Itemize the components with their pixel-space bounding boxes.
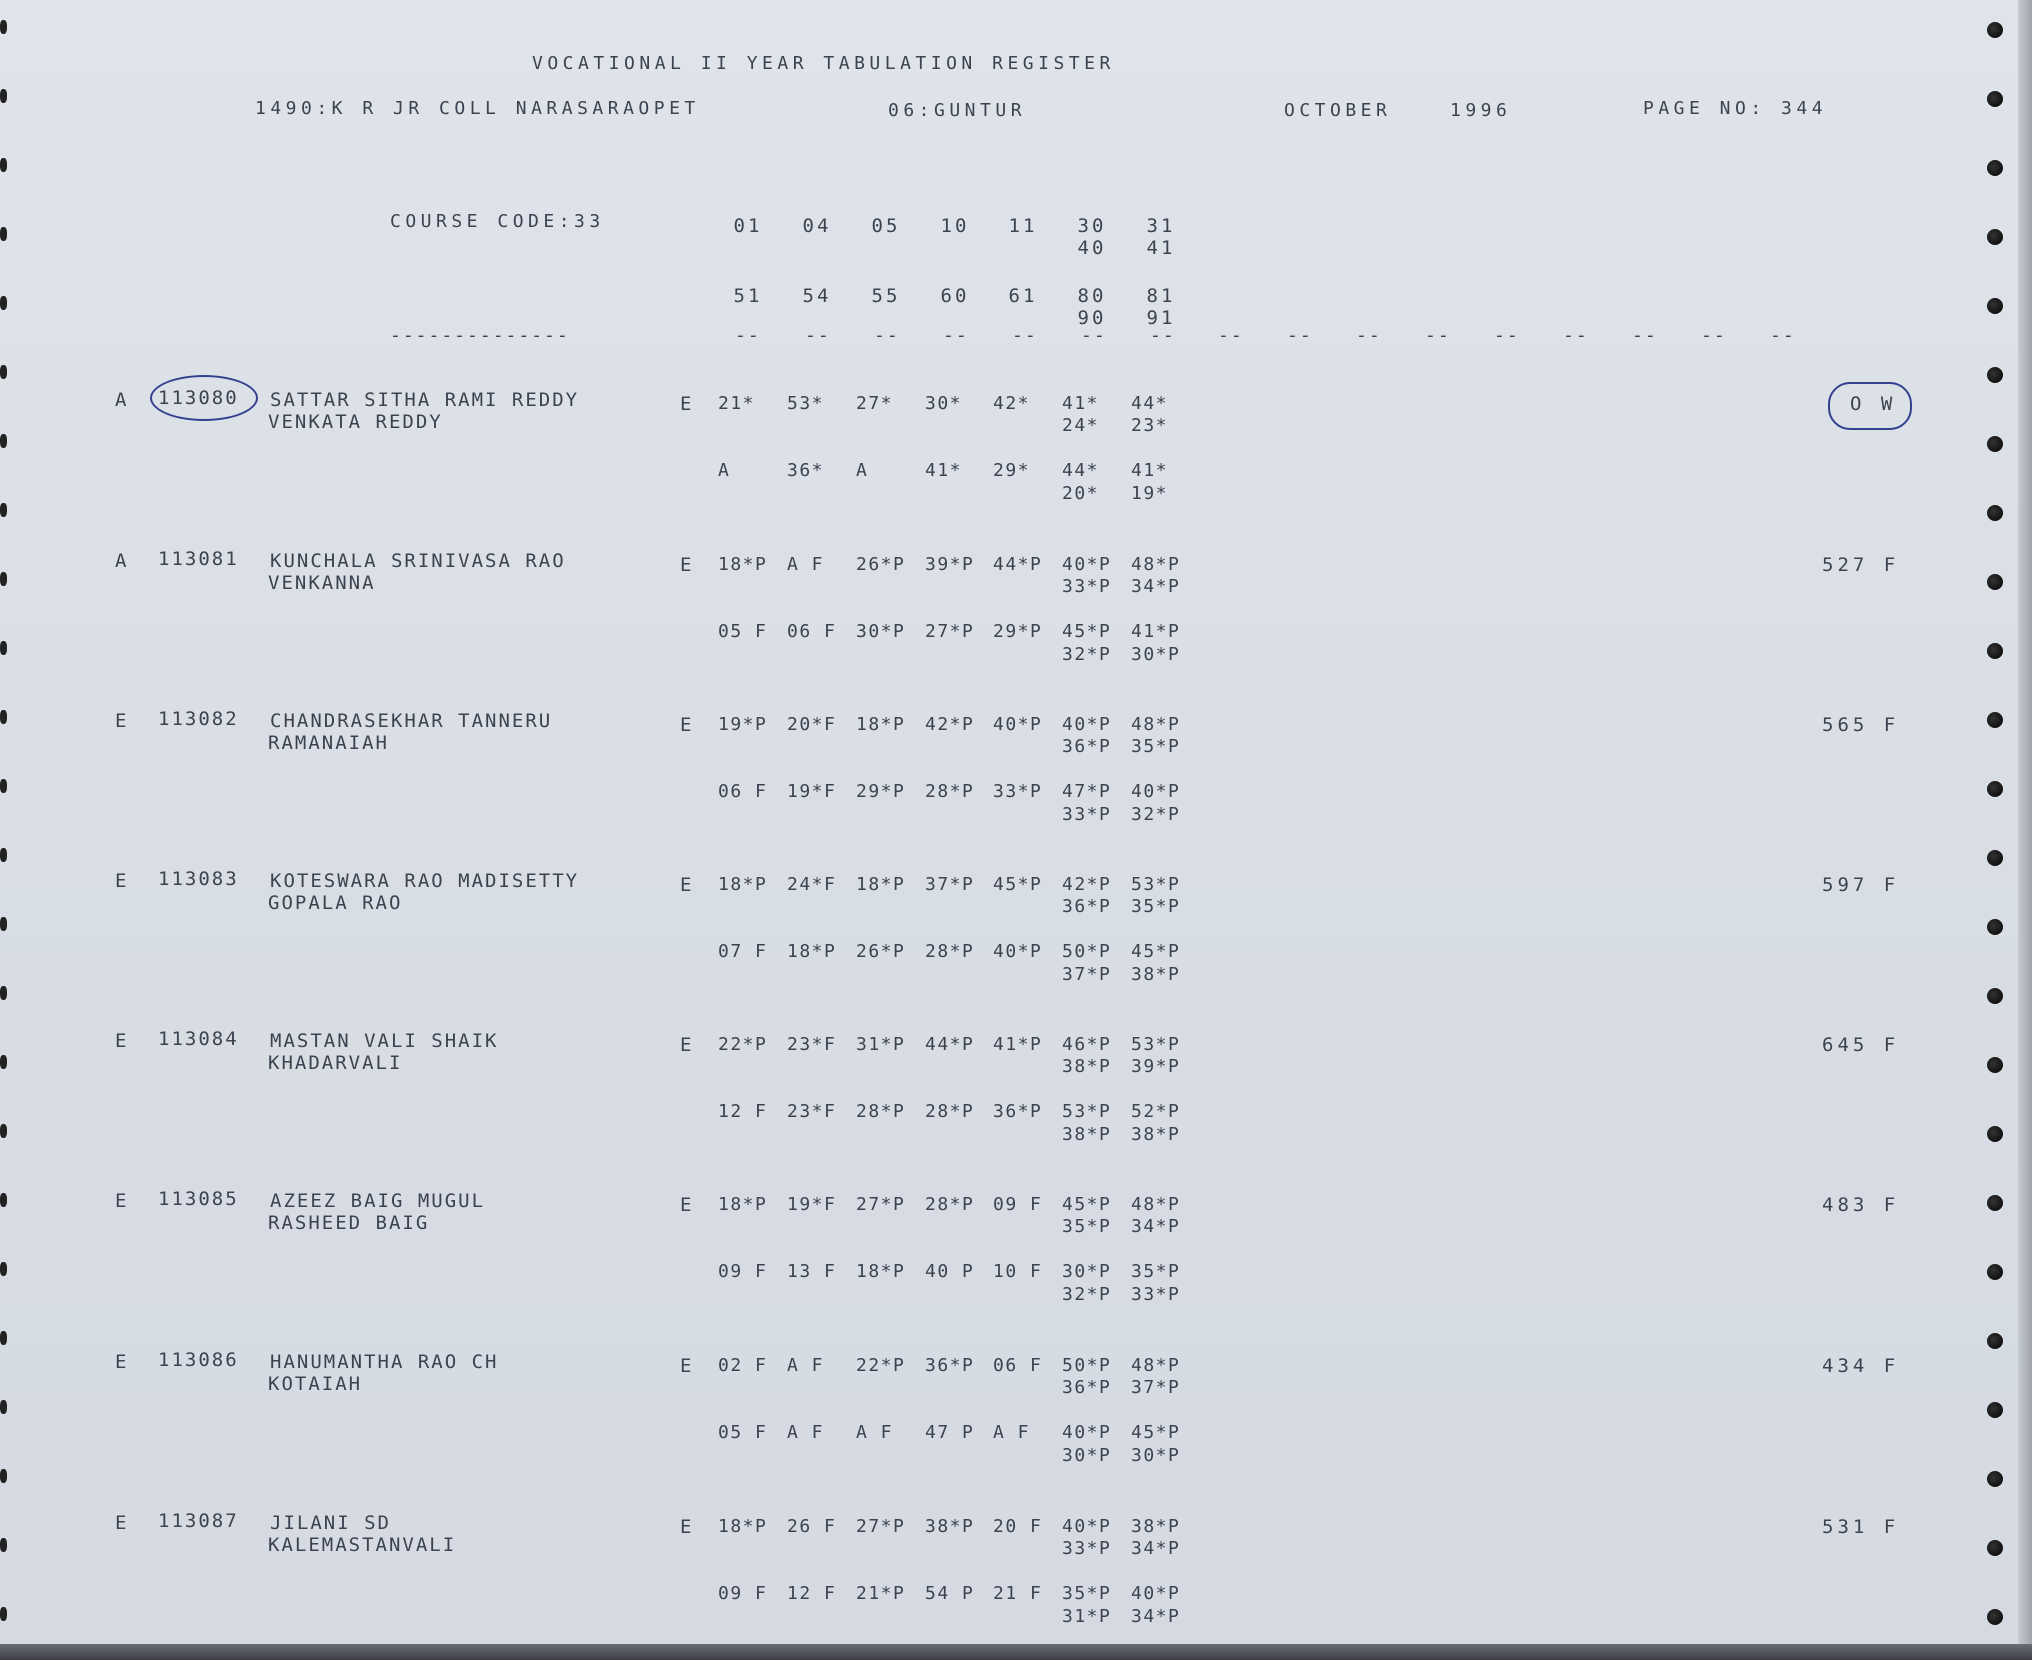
subject-code: 04 bbox=[802, 215, 832, 237]
subject-code-sub: 90 bbox=[1077, 307, 1107, 329]
mark-cell: 19*P bbox=[718, 714, 768, 735]
mark-cell: 35*P bbox=[1062, 1583, 1112, 1604]
mark-cell: 21 F bbox=[993, 1583, 1043, 1604]
student-category: E bbox=[115, 1030, 129, 1052]
mark-cell: 31*P bbox=[856, 1034, 906, 1055]
subject-code: 61 bbox=[1008, 285, 1038, 307]
perforation-mark bbox=[0, 1538, 7, 1552]
feed-hole bbox=[1987, 22, 2003, 38]
mark-cell: 29*P bbox=[856, 781, 906, 802]
mark-cell-sub: 24* bbox=[1062, 415, 1100, 436]
result-value: 483 F bbox=[1822, 1194, 1900, 1216]
mark-cell-sub: 19* bbox=[1131, 483, 1169, 504]
medium-code: E bbox=[680, 554, 694, 576]
feed-hole bbox=[1987, 1402, 2003, 1418]
student-parent-name: KHADARVALI bbox=[268, 1052, 403, 1074]
mark-cell: 26*P bbox=[856, 941, 906, 962]
dash-cell: -- bbox=[1081, 325, 1107, 346]
hall-ticket-number: 113083 bbox=[158, 868, 239, 890]
mark-cell-sub: 37*P bbox=[1062, 964, 1112, 985]
feed-hole bbox=[1987, 298, 2003, 314]
feed-hole bbox=[1987, 712, 2003, 728]
mark-cell: 27*P bbox=[856, 1516, 906, 1537]
dash-cell: -- bbox=[1150, 325, 1176, 346]
mark-cell-sub: 33*P bbox=[1131, 1284, 1181, 1305]
mark-cell-sub: 35*P bbox=[1062, 1216, 1112, 1237]
result-value: 434 F bbox=[1822, 1355, 1900, 1377]
mark-cell-sub: 30*P bbox=[1062, 1445, 1112, 1466]
student-name: AZEEZ BAIG MUGUL bbox=[270, 1190, 486, 1212]
mark-cell: 38*P bbox=[1131, 1516, 1181, 1537]
mark-cell: 53*P bbox=[1131, 1034, 1181, 1055]
mark-cell: 18*P bbox=[856, 874, 906, 895]
perforation-mark bbox=[0, 365, 7, 379]
result-value: O W bbox=[1850, 393, 1897, 415]
subject-code-sub: 40 bbox=[1077, 237, 1107, 259]
mark-cell-sub: 31*P bbox=[1062, 1606, 1112, 1627]
mark-cell: 53*P bbox=[1131, 874, 1181, 895]
hall-ticket-number: 113087 bbox=[158, 1510, 239, 1532]
subject-code: 81 bbox=[1146, 285, 1176, 307]
mark-cell: 41* bbox=[1131, 460, 1169, 481]
mark-cell: 26*P bbox=[856, 554, 906, 575]
perforation-mark bbox=[0, 641, 7, 655]
hall-ticket-number: 113085 bbox=[158, 1188, 239, 1210]
medium-code: E bbox=[680, 1194, 694, 1216]
mark-cell-sub: 34*P bbox=[1131, 576, 1181, 597]
mark-cell: 13 F bbox=[787, 1261, 837, 1282]
mark-cell: 45*P bbox=[993, 874, 1043, 895]
student-category: E bbox=[115, 710, 129, 732]
subject-code-sub: 91 bbox=[1146, 307, 1176, 329]
mark-cell-sub: 38*P bbox=[1062, 1056, 1112, 1077]
perforation-mark bbox=[0, 1331, 7, 1345]
mark-cell: 06 F bbox=[787, 621, 837, 642]
dash-cell: -- bbox=[1218, 325, 1244, 346]
mark-cell-sub: 38*P bbox=[1131, 964, 1181, 985]
mark-cell: 28*P bbox=[925, 1194, 975, 1215]
mark-cell: 33*P bbox=[993, 781, 1043, 802]
mark-cell-sub: 36*P bbox=[1062, 896, 1112, 917]
mark-cell: 09 F bbox=[993, 1194, 1043, 1215]
feed-hole bbox=[1987, 988, 2003, 1004]
mark-cell: 40*P bbox=[1131, 781, 1181, 802]
dash-cell: -- bbox=[1425, 325, 1451, 346]
mark-cell: 50*P bbox=[1062, 1355, 1112, 1376]
dash-cell: -- bbox=[1494, 325, 1520, 346]
perforation-mark bbox=[0, 227, 7, 241]
mark-cell: 23*F bbox=[787, 1101, 837, 1122]
dash-cell: -- bbox=[1701, 325, 1727, 346]
mark-cell-sub: 36*P bbox=[1062, 1377, 1112, 1398]
mark-cell: 40*P bbox=[1131, 1583, 1181, 1604]
mark-cell: 44*P bbox=[993, 554, 1043, 575]
mark-cell-sub: 20* bbox=[1062, 483, 1100, 504]
mark-cell-sub: 30*P bbox=[1131, 644, 1181, 665]
mark-cell: 06 F bbox=[718, 781, 768, 802]
student-name: MASTAN VALI SHAIK bbox=[270, 1030, 499, 1052]
mark-cell: 42* bbox=[993, 393, 1031, 414]
subject-code: 05 bbox=[871, 215, 901, 237]
mark-cell-sub: 32*P bbox=[1062, 1284, 1112, 1305]
mark-cell: 18*P bbox=[856, 714, 906, 735]
subject-code: 10 bbox=[940, 215, 970, 237]
subject-code: 54 bbox=[802, 285, 832, 307]
mark-cell: 12 F bbox=[718, 1101, 768, 1122]
mark-cell: 42*P bbox=[1062, 874, 1112, 895]
paper-bottom-edge bbox=[0, 1644, 2032, 1660]
mark-cell: 52*P bbox=[1131, 1101, 1181, 1122]
dash-cell: -- bbox=[1287, 325, 1313, 346]
mark-cell: 10 F bbox=[993, 1261, 1043, 1282]
medium-code: E bbox=[680, 393, 694, 415]
mark-cell: 47 P bbox=[925, 1422, 975, 1443]
mark-cell: 12 F bbox=[787, 1583, 837, 1604]
perforation-mark bbox=[0, 1469, 7, 1483]
mark-cell: 09 F bbox=[718, 1261, 768, 1282]
mark-cell-sub: 39*P bbox=[1131, 1056, 1181, 1077]
dash-cell: -- bbox=[1632, 325, 1658, 346]
student-category: E bbox=[115, 1190, 129, 1212]
subject-code: 11 bbox=[1008, 215, 1038, 237]
student-parent-name: VENKANNA bbox=[268, 572, 376, 594]
mark-cell: 18*P bbox=[718, 554, 768, 575]
subject-code: 55 bbox=[871, 285, 901, 307]
mark-cell: 41*P bbox=[1131, 621, 1181, 642]
dash-cell: -- bbox=[1770, 325, 1796, 346]
mark-cell: A bbox=[718, 460, 731, 481]
mark-cell: 35*P bbox=[1131, 1261, 1181, 1282]
mark-cell: 36*P bbox=[925, 1355, 975, 1376]
perforation-mark bbox=[0, 1262, 7, 1276]
perforation-mark bbox=[0, 1124, 7, 1138]
student-category: E bbox=[115, 870, 129, 892]
mark-cell: 29*P bbox=[993, 621, 1043, 642]
mark-cell: 18*P bbox=[787, 941, 837, 962]
mark-cell: 50*P bbox=[1062, 941, 1112, 962]
feed-hole bbox=[1987, 1540, 2003, 1556]
feed-hole bbox=[1987, 1471, 2003, 1487]
subject-code: 60 bbox=[940, 285, 970, 307]
subject-code: 51 bbox=[733, 285, 763, 307]
mark-cell: 30* bbox=[925, 393, 963, 414]
mark-cell-sub: 33*P bbox=[1062, 804, 1112, 825]
mark-cell: 45*P bbox=[1131, 941, 1181, 962]
perforation-mark bbox=[0, 917, 7, 931]
student-parent-name: VENKATA REDDY bbox=[268, 411, 443, 433]
mark-cell: 19*F bbox=[787, 781, 837, 802]
mark-cell: 40*P bbox=[993, 714, 1043, 735]
mark-cell: 53* bbox=[787, 393, 825, 414]
mark-cell-sub: 33*P bbox=[1062, 1538, 1112, 1559]
medium-code: E bbox=[680, 1355, 694, 1377]
mark-cell: 48*P bbox=[1131, 1355, 1181, 1376]
mark-cell: 44*P bbox=[925, 1034, 975, 1055]
dash-cell: -- bbox=[735, 325, 761, 346]
mark-cell: 36*P bbox=[993, 1101, 1043, 1122]
perforation-mark bbox=[0, 572, 7, 586]
perforation-mark bbox=[0, 848, 7, 862]
mark-cell: 40*P bbox=[993, 941, 1043, 962]
mark-cell: 05 F bbox=[718, 1422, 768, 1443]
page-number: PAGE NO: 344 bbox=[1643, 98, 1828, 119]
mark-cell: 45*P bbox=[1131, 1422, 1181, 1443]
dash-cell: -- bbox=[943, 325, 969, 346]
perforation-mark bbox=[0, 779, 7, 793]
mark-cell: 09 F bbox=[718, 1583, 768, 1604]
mark-cell: A F bbox=[993, 1422, 1031, 1443]
mark-cell: 44* bbox=[1062, 460, 1100, 481]
mark-cell: 40 P bbox=[925, 1261, 975, 1282]
mark-cell: 26 F bbox=[787, 1516, 837, 1537]
mark-cell-sub: 34*P bbox=[1131, 1538, 1181, 1559]
mark-cell: 30*P bbox=[1062, 1261, 1112, 1282]
result-circle bbox=[1828, 382, 1912, 430]
mark-cell-sub: 34*P bbox=[1131, 1216, 1181, 1237]
exam-month: OCTOBER bbox=[1284, 100, 1392, 121]
result-value: 597 F bbox=[1822, 874, 1900, 896]
student-parent-name: RASHEED BAIG bbox=[268, 1212, 430, 1234]
medium-code: E bbox=[680, 1034, 694, 1056]
exam-year: 1996 bbox=[1450, 100, 1512, 121]
mark-cell: 36* bbox=[787, 460, 825, 481]
perforation-mark bbox=[0, 986, 7, 1000]
mark-cell: 40*P bbox=[1062, 1516, 1112, 1537]
mark-cell: 28*P bbox=[925, 1101, 975, 1122]
student-parent-name: RAMANAIAH bbox=[268, 732, 389, 754]
mark-cell: 27*P bbox=[856, 1194, 906, 1215]
mark-cell: 40*P bbox=[1062, 714, 1112, 735]
mark-cell: 19*F bbox=[787, 1194, 837, 1215]
mark-cell: 18*P bbox=[718, 1194, 768, 1215]
mark-cell: 30*P bbox=[856, 621, 906, 642]
perforation-mark bbox=[0, 1607, 7, 1621]
student-category: A bbox=[115, 389, 129, 411]
perforation-mark bbox=[0, 20, 7, 34]
mark-cell: 27*P bbox=[925, 621, 975, 642]
perforation-mark bbox=[0, 89, 7, 103]
mark-cell-sub: 38*P bbox=[1131, 1124, 1181, 1145]
perforation-mark bbox=[0, 503, 7, 517]
hall-ticket-number: 113082 bbox=[158, 708, 239, 730]
mark-cell-sub: 38*P bbox=[1062, 1124, 1112, 1145]
feed-hole bbox=[1987, 505, 2003, 521]
perforation-mark bbox=[0, 710, 7, 724]
mark-cell: 07 F bbox=[718, 941, 768, 962]
mark-cell-sub: 30*P bbox=[1131, 1445, 1181, 1466]
student-name: KUNCHALA SRINIVASA RAO bbox=[270, 550, 566, 572]
student-category: E bbox=[115, 1351, 129, 1373]
mark-cell-sub: 34*P bbox=[1131, 1606, 1181, 1627]
mark-cell-sub: 33*P bbox=[1062, 576, 1112, 597]
course-code: COURSE CODE:33 bbox=[390, 211, 605, 232]
mark-cell: 46*P bbox=[1062, 1034, 1112, 1055]
mark-cell: 47*P bbox=[1062, 781, 1112, 802]
mark-cell: 45*P bbox=[1062, 621, 1112, 642]
feed-hole bbox=[1987, 919, 2003, 935]
mark-cell: 28*P bbox=[856, 1101, 906, 1122]
course-underline: -------------- bbox=[390, 325, 570, 346]
mark-cell: 44* bbox=[1131, 393, 1169, 414]
dash-cell: -- bbox=[1356, 325, 1382, 346]
mark-cell: 45*P bbox=[1062, 1194, 1112, 1215]
feed-hole bbox=[1987, 1057, 2003, 1073]
subject-code: 31 bbox=[1146, 215, 1176, 237]
feed-hole bbox=[1987, 229, 2003, 245]
feed-hole bbox=[1987, 574, 2003, 590]
student-parent-name: GOPALA RAO bbox=[268, 892, 403, 914]
mark-cell: 41*P bbox=[993, 1034, 1043, 1055]
mark-cell: 48*P bbox=[1131, 1194, 1181, 1215]
mark-cell: 20 F bbox=[993, 1516, 1043, 1537]
hall-ticket-circle bbox=[150, 375, 258, 421]
feed-hole bbox=[1987, 367, 2003, 383]
student-parent-name: KALEMASTANVALI bbox=[268, 1534, 457, 1556]
perforation-mark bbox=[0, 1400, 7, 1414]
subject-code: 80 bbox=[1077, 285, 1107, 307]
mark-cell-sub: 35*P bbox=[1131, 736, 1181, 757]
feed-hole bbox=[1987, 781, 2003, 797]
subject-code: 30 bbox=[1077, 215, 1107, 237]
mark-cell: 48*P bbox=[1131, 714, 1181, 735]
mark-cell: A bbox=[856, 460, 869, 481]
mark-cell: 06 F bbox=[993, 1355, 1043, 1376]
hall-ticket-number: 113084 bbox=[158, 1028, 239, 1050]
mark-cell: A F bbox=[787, 554, 825, 575]
mark-cell: 21*P bbox=[856, 1583, 906, 1604]
student-category: A bbox=[115, 550, 129, 572]
dash-cell: -- bbox=[874, 325, 900, 346]
mark-cell-sub: 35*P bbox=[1131, 896, 1181, 917]
subject-code-sub: 41 bbox=[1146, 237, 1176, 259]
register-title: VOCATIONAL II YEAR TABULATION REGISTER bbox=[532, 53, 1115, 74]
mark-cell-sub: 32*P bbox=[1062, 644, 1112, 665]
feed-hole bbox=[1987, 1126, 2003, 1142]
feed-hole bbox=[1987, 1609, 2003, 1625]
dash-cell: -- bbox=[1563, 325, 1589, 346]
feed-hole bbox=[1987, 643, 2003, 659]
medium-code: E bbox=[680, 714, 694, 736]
feed-hole bbox=[1987, 850, 2003, 866]
mark-cell: 28*P bbox=[925, 781, 975, 802]
perforation-mark bbox=[0, 434, 7, 448]
mark-cell: 29* bbox=[993, 460, 1031, 481]
mark-cell: 21* bbox=[718, 393, 756, 414]
mark-cell: 41* bbox=[925, 460, 963, 481]
mark-cell: 18*P bbox=[856, 1261, 906, 1282]
feed-hole bbox=[1987, 1333, 2003, 1349]
student-name: HANUMANTHA RAO CH bbox=[270, 1351, 499, 1373]
result-value: 565 F bbox=[1822, 714, 1900, 736]
medium-code: E bbox=[680, 1516, 694, 1538]
medium-code: E bbox=[680, 874, 694, 896]
student-name: JILANI SD bbox=[270, 1512, 391, 1534]
mark-cell-sub: 37*P bbox=[1131, 1377, 1181, 1398]
dash-cell: -- bbox=[805, 325, 831, 346]
mark-cell: 38*P bbox=[925, 1516, 975, 1537]
perforation-mark bbox=[0, 158, 7, 172]
mark-cell-sub: 23* bbox=[1131, 415, 1169, 436]
mark-cell: 53*P bbox=[1062, 1101, 1112, 1122]
mark-cell: 37*P bbox=[925, 874, 975, 895]
mark-cell: 42*P bbox=[925, 714, 975, 735]
hall-ticket-number: 113080 bbox=[158, 387, 239, 409]
mark-cell: A F bbox=[856, 1422, 894, 1443]
hall-ticket-number: 113081 bbox=[158, 548, 239, 570]
student-name: KOTESWARA RAO MADISETTY bbox=[270, 870, 580, 892]
mark-cell-sub: 32*P bbox=[1131, 804, 1181, 825]
feed-hole bbox=[1987, 1195, 2003, 1211]
district-code: 06:GUNTUR bbox=[888, 100, 1027, 121]
mark-cell: A F bbox=[787, 1355, 825, 1376]
feed-hole bbox=[1987, 1264, 2003, 1280]
student-name: SATTAR SITHA RAMI REDDY bbox=[270, 389, 580, 411]
mark-cell: 41* bbox=[1062, 393, 1100, 414]
mark-cell: 54 P bbox=[925, 1583, 975, 1604]
feed-hole bbox=[1987, 436, 2003, 452]
subject-code: 01 bbox=[733, 215, 763, 237]
feed-hole bbox=[1987, 160, 2003, 176]
mark-cell: 40*P bbox=[1062, 1422, 1112, 1443]
mark-cell: 18*P bbox=[718, 1516, 768, 1537]
dash-cell: -- bbox=[1012, 325, 1038, 346]
result-value: 531 F bbox=[1822, 1516, 1900, 1538]
student-category: E bbox=[115, 1512, 129, 1534]
perforation-mark bbox=[0, 296, 7, 310]
mark-cell: 05 F bbox=[718, 621, 768, 642]
result-value: 645 F bbox=[1822, 1034, 1900, 1056]
result-value: 527 F bbox=[1822, 554, 1900, 576]
mark-cell: 20*F bbox=[787, 714, 837, 735]
mark-cell: 02 F bbox=[718, 1355, 768, 1376]
hall-ticket-number: 113086 bbox=[158, 1349, 239, 1371]
mark-cell: 27* bbox=[856, 393, 894, 414]
student-parent-name: KOTAIAH bbox=[268, 1373, 363, 1395]
perforation-mark bbox=[0, 1193, 7, 1207]
mark-cell: 24*F bbox=[787, 874, 837, 895]
mark-cell: 40*P bbox=[1062, 554, 1112, 575]
mark-cell: 39*P bbox=[925, 554, 975, 575]
mark-cell: A F bbox=[787, 1422, 825, 1443]
mark-cell: 28*P bbox=[925, 941, 975, 962]
mark-cell: 22*P bbox=[718, 1034, 768, 1055]
mark-cell: 22*P bbox=[856, 1355, 906, 1376]
student-name: CHANDRASEKHAR TANNERU bbox=[270, 710, 553, 732]
mark-cell: 48*P bbox=[1131, 554, 1181, 575]
mark-cell-sub: 36*P bbox=[1062, 736, 1112, 757]
college-code: 1490:K R JR COLL NARASARAOPET bbox=[255, 98, 700, 119]
feed-hole bbox=[1987, 91, 2003, 107]
mark-cell: 23*F bbox=[787, 1034, 837, 1055]
mark-cell: 18*P bbox=[718, 874, 768, 895]
perforation-mark bbox=[0, 1055, 7, 1069]
paper-right-edge bbox=[2018, 0, 2032, 1660]
